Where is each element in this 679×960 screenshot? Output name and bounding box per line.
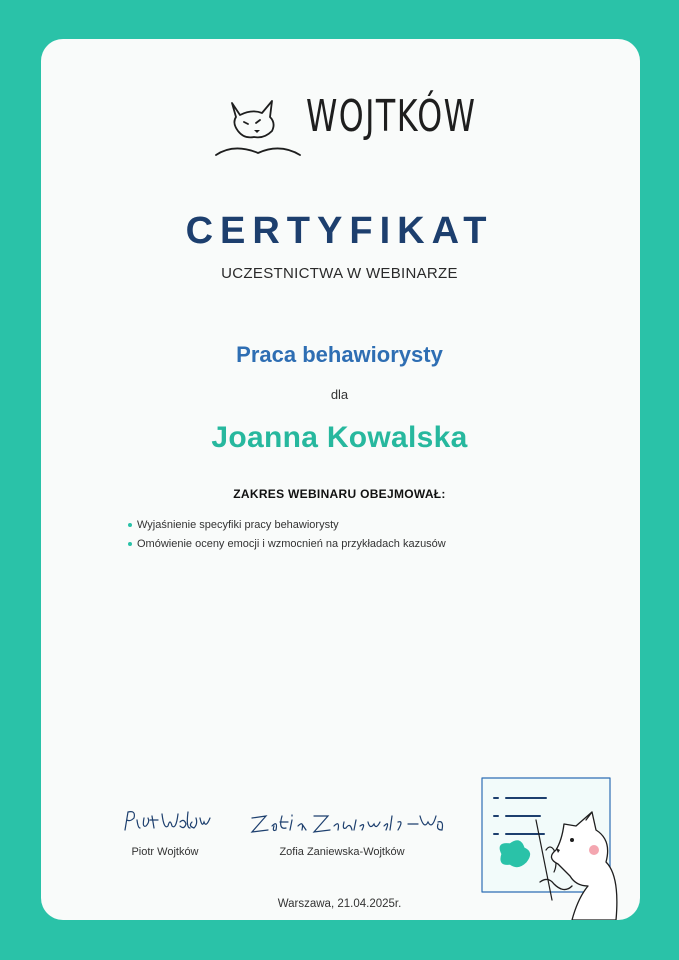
fox-logo-icon [214,95,304,160]
signer-name: Zofia Zaniewska-Wojtków [279,846,405,858]
brand-name: WOJTKÓW [306,91,477,142]
scope-list [128,518,446,556]
for-label: dla [330,387,349,402]
signature-zofia [248,808,448,838]
fox-teacher-illustration [536,806,636,920]
place-date: Warszawa, 21.04.2025r. [277,898,402,910]
course-title: Praca behawiorysty [236,342,443,367]
scope-heading: ZAKRES WEBINARU OBEJMOWAŁ: [233,487,446,501]
list-item: Wyjaśnienie specyfiki pracy behawiorysty [128,518,446,537]
certificate-title: CERTYFIKAT [185,210,494,252]
participant-name: Joanna Kowalska [211,421,468,454]
signature-piotr [122,808,212,836]
signer-name: Piotr Wojtków [131,846,199,858]
list-item: Omówienie oceny emocji i wzmocnień na przykładach kazusów [128,537,446,556]
certificate-subtitle: UCZESTNICTWA W WEBINARZE [221,265,458,282]
